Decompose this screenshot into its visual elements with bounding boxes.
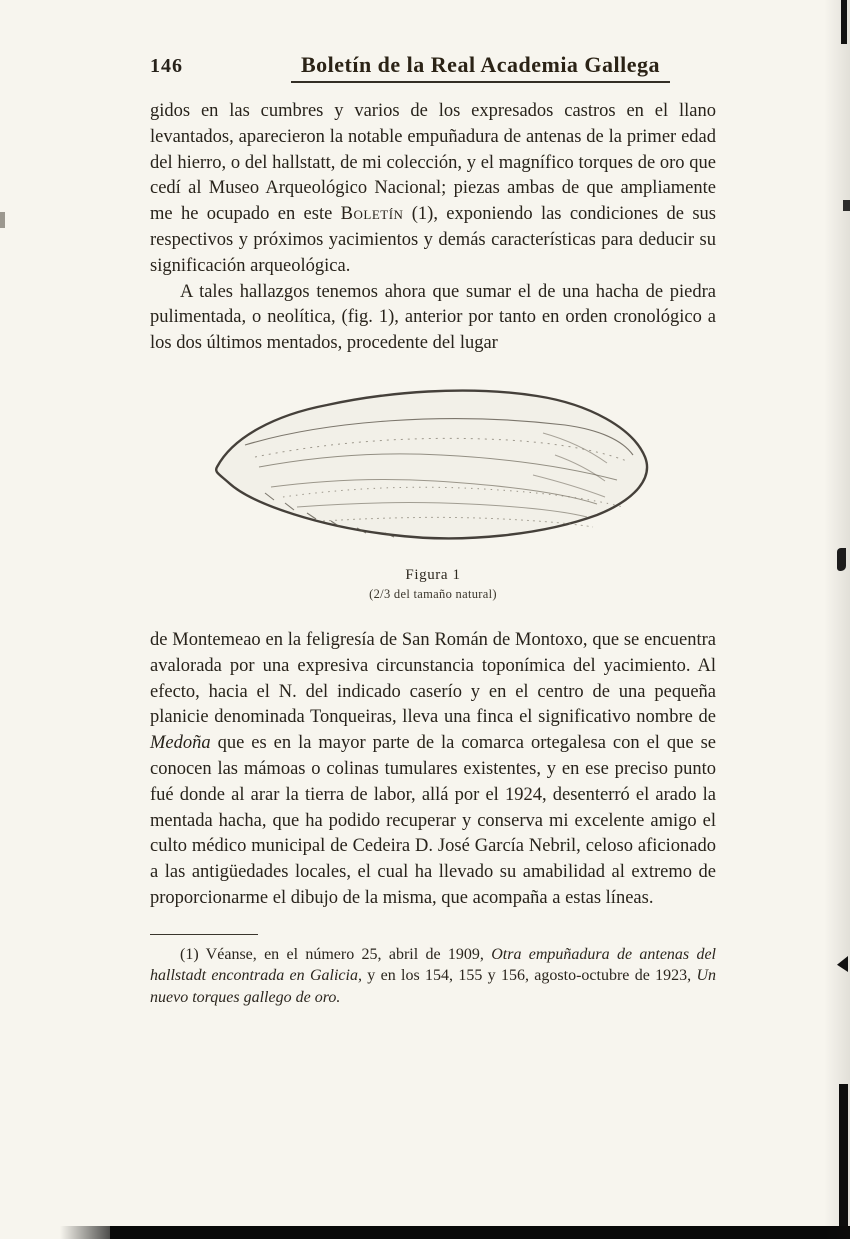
scan-artifact-right-arrow (837, 956, 848, 972)
footnote-title-1: Otra empuñadura de antenas del hallstadt encontrada en Galicia, (150, 945, 716, 985)
body-text-upper (150, 99, 716, 357)
footnote (150, 944, 716, 1009)
scan-artifact-right-tick (843, 200, 850, 211)
paragraph-3-text-a: de Montemeao en la feligresía de San Román de Montoxo, que se encuentra avalorada por una expresiva circunstancia toponímica del yacimiento. Al efecto, hacia el N. del indicado caserío y en el centro de una pequeña planicie denominada Tonqueiras, lleva una finca el significativo nombre de (150, 629, 716, 728)
scan-artifact-left-mark (0, 212, 5, 228)
figure-caption: Figura 1 (405, 566, 461, 583)
scan-artifact-right-curl (837, 548, 846, 571)
running-title: Boletín de la Real Academia Gallega (291, 52, 670, 83)
figure-block (150, 371, 716, 602)
paragraph-3 (150, 628, 716, 912)
page-edge-shadow (824, 0, 850, 1239)
text-column (150, 52, 716, 1009)
medona-italic: Medoña (150, 733, 211, 754)
scan-artifact-bottom-fade (60, 1226, 120, 1239)
boletin-smallcaps: Boletín (340, 204, 404, 225)
scan-artifact-top-right (841, 0, 847, 44)
paragraph-1-text-a: gidos en las cumbres y varios de los expresados castros en el llano levantados, aparecieron la notable empuñadura de antenas de la primer edad del hierro, o del hallstatt, de mi colección, y el magnífico torques de oro que cedí al Museo Arqueológico Nacional; piezas ambas de que ampliamente me he ocupado en este (150, 101, 716, 225)
footnote-title-2: Un nuevo torques gallego de oro. (150, 967, 717, 1006)
stone-axe-illustration (203, 371, 663, 559)
running-title-wrap (245, 52, 716, 83)
footnote-text-a: (1) Véanse, en el número 25, abril de 1909, (180, 945, 492, 963)
figure-caption-scale: (2/3 del tamaño natural) (369, 586, 497, 601)
scan-artifact-right-bar (839, 1084, 848, 1228)
paragraph-1-text-b: (1), exponiendo las condiciones de sus respectivos y próximos yacimientos y demás características para deducir su significación arqueológica. (150, 204, 716, 276)
footnote-text-b: y en los 154, 155 y 156, agosto-octubre de 1923, (361, 967, 697, 985)
body-text-lower (150, 628, 716, 912)
footnote-rule (150, 934, 258, 935)
page-number: 146 (150, 55, 183, 77)
paragraph-3-text-b: que es en la mayor parte de la comarca ortegalesa con el que se conocen las mámoas o colinas tumulares existentes, y en ese preciso punto fué donde al arar la tierra de labor, allá por el 1924, desenterró el arado la mentada hacha, que ha podido recuperar y conserva mi excelente amigo el culto médico municipal de Cedeira D. José García Nebril, celoso aficionado a las antigüedades locales, el cual ha llevado su amabilidad al extremo de proporcionarme el dibujo de la misma, que acompaña a estas líneas. (150, 733, 716, 908)
page-header (150, 52, 716, 83)
paragraph-1 (150, 99, 716, 280)
paragraph-2: A tales hallazgos tenemos ahora que sumar el de una hacha de piedra pulimentada, o neolítica, (fig. 1), anterior por tanto en orden cronológico a los dos últimos mentados, procedente del lugar (150, 281, 716, 354)
scan-artifact-bottom-bar (110, 1226, 850, 1239)
